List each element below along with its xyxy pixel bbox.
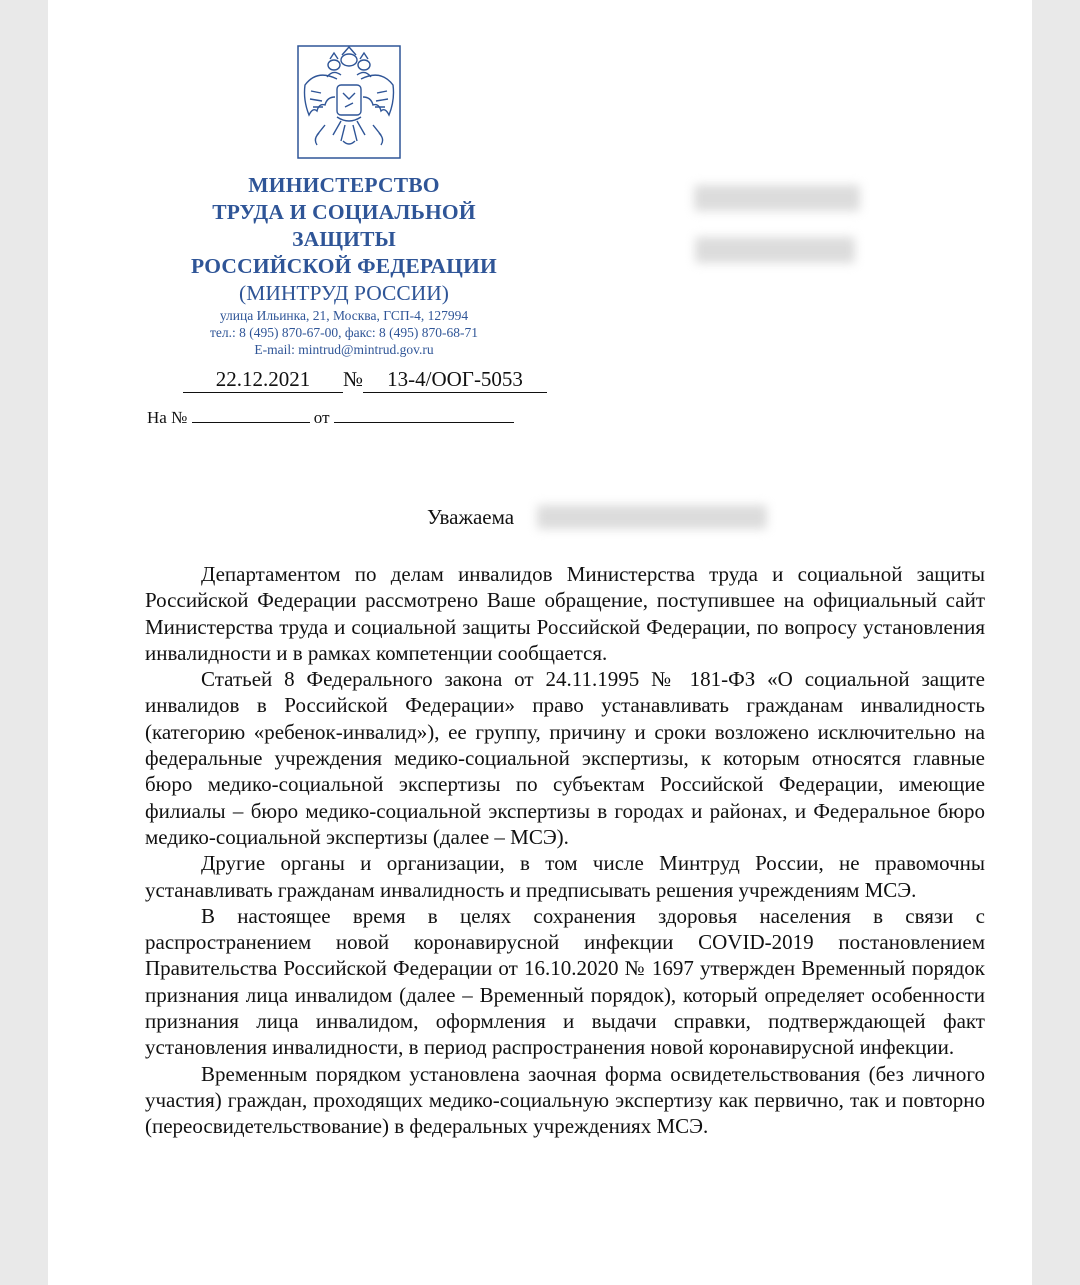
body-paragraph-5: Временным порядком установлена заочная форма освидетельствования (без личного участия) граждан, проходящих медико-социальную экспертизу как первично, так и повторно (переосвидетельствование) в федеральных учреждениях МСЭ. [145, 1061, 985, 1139]
body-paragraph-3: Другие органы и организации, в том числе Минтруд России, не правомочны устанавливать гражданам инвалидность и предписывать решения учреждениям МСЭ. [145, 851, 985, 902]
reference-line [147, 408, 514, 428]
salutation: Уважаема [427, 505, 515, 529]
body-paragraph-1: Департаментом по делам инвалидов Министерства труда и социальной защиты Российской Федерации рассмотрено Ваше обращение, поступившее на официальный сайт Министерства труда и социальной защиты Российской Федерации, по вопросу установления инвалидности и в рамках компетенции сообщается. [145, 562, 985, 665]
reference-prefix: На № [147, 408, 188, 427]
org-name-line-4: РОССИЙСКОЙ ФЕДЕРАЦИИ [191, 254, 497, 278]
reference-date-blank [334, 408, 514, 423]
org-phones: тел.: 8 (495) 870-67-00, факс: 8 (495) 870-68-71 [210, 325, 478, 340]
number-sign: № [343, 367, 364, 391]
reference-from-label: от [313, 408, 330, 427]
registration-line [183, 367, 547, 393]
org-email: E-mail: mintrud@mintrud.gov.ru [254, 342, 434, 357]
ministry-header [124, 172, 564, 358]
registration-number: 13-4/ООГ-5053 [363, 367, 547, 393]
reference-number-blank [192, 408, 310, 423]
letter-body [145, 561, 985, 1140]
body-paragraph-4: В настоящее время в целях сохранения здоровья населения в связи с распространением новой коронавирусной инфекции COVID-2019 постановлением Правительства Российской Федерации от 16.10.2020 № 1697 утвержден Временный порядок признания лица инвалидом (далее – Временный порядок), который определяет особенности признания лица инвалидом, оформления и выдачи справки, подтверждающей факт установления инвалидности, в период распространения новой коронавирусной инфекции. [145, 903, 985, 1060]
org-name-line-1: МИНИСТЕРСТВО [248, 173, 440, 197]
registration-date: 22.12.2021 [183, 367, 343, 393]
org-name-line-2: ТРУДА И СОЦИАЛЬНОЙ [212, 200, 476, 224]
redacted-recipient-line-2 [695, 237, 855, 263]
body-paragraph-2: Статьей 8 Федерального закона от 24.11.1995 № 181-ФЗ «О социальной защите инвалидов в Российской Федерации» право устанавливать гражданам инвалидность (категорию «ребенок-инвалид»), ее группу, причину и сроки возложено исключительно на федеральные учреждения медико-социальной экспертизы, к которым относятся главные бюро медико-социальной экспертизы по субъектам Российской Федерации, имеющие филиалы – бюро медико-социальной экспертизы в городах и районах, и Федеральное бюро медико-социальной экспертизы (далее – МСЭ). [145, 667, 985, 849]
org-address: улица Ильинка, 21, Москва, ГСП-4, 127994 [219, 308, 469, 323]
org-short-name: (МИНТРУД РОССИИ) [239, 281, 449, 305]
redacted-recipient-line-1 [694, 185, 860, 211]
org-name-line-3: ЗАЩИТЫ [292, 227, 396, 251]
redacted-recipient-name [537, 505, 767, 529]
russian-coat-of-arms-icon [297, 45, 401, 159]
